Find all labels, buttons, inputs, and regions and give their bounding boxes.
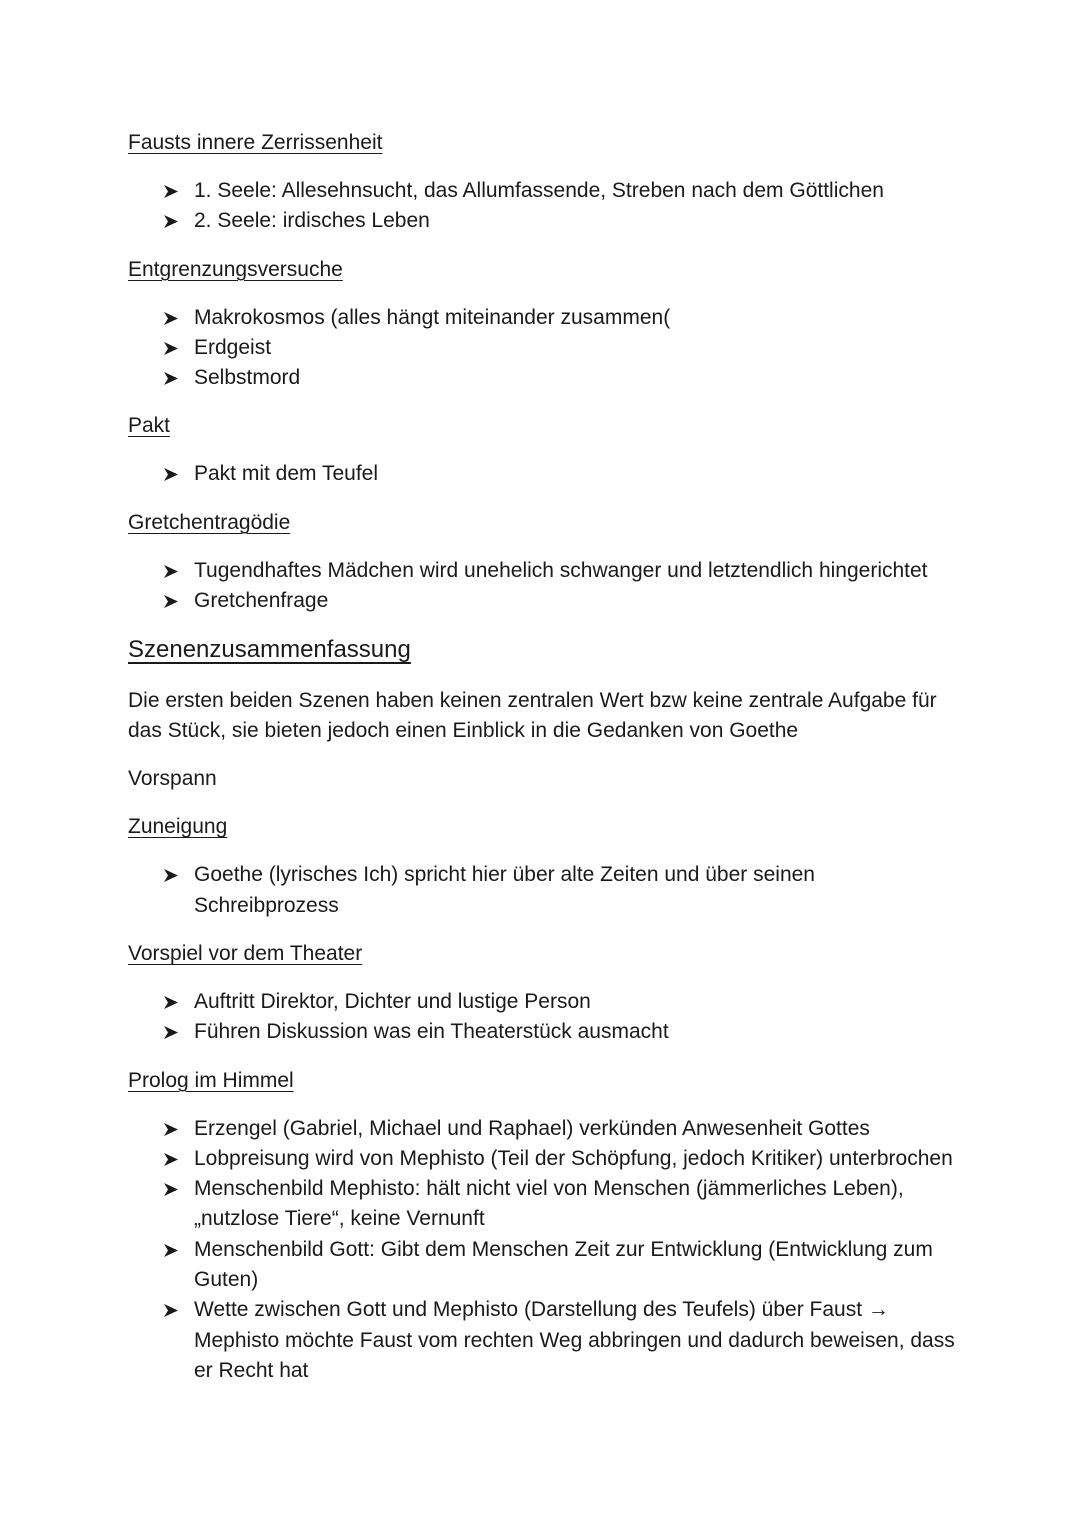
list-item <box>164 1174 958 1235</box>
arrowhead-bullet-icon <box>164 996 178 1009</box>
intro-paragraph: Die ersten beiden Szenen haben keinen zentralen Wert bzw keine zentrale Aufgabe für das Stück, sie bieten jedoch einen Einblick in die Gedanken von Goethe <box>128 689 937 743</box>
list-item <box>164 1017 958 1047</box>
list-item <box>164 586 958 616</box>
bullet-list <box>128 303 958 394</box>
list-item-text: Erdgeist <box>194 335 272 359</box>
arrowhead-bullet-icon <box>164 1304 178 1317</box>
list-item <box>164 363 958 393</box>
list-item-text: Auftritt Direktor, Dichter und lustige Person <box>194 989 591 1013</box>
list-item-text: Pakt mit dem Teufel <box>194 462 379 486</box>
arrowhead-bullet-icon <box>164 215 178 228</box>
section-heading-gretchentragoedie: Gretchentragödie <box>128 510 291 534</box>
list-item-text: Erzengel (Gabriel, Michael und Raphael) verkünden Anwesenheit Gottes <box>194 1116 870 1140</box>
bullet-list <box>128 1114 958 1387</box>
list-item <box>164 206 958 236</box>
document-page <box>128 128 958 1386</box>
arrowhead-bullet-icon <box>164 1026 178 1039</box>
list-item-text: 2. Seele: irdisches Leben <box>194 209 430 233</box>
arrowhead-bullet-icon <box>164 869 178 882</box>
list-item <box>164 1235 958 1296</box>
arrowhead-bullet-icon <box>164 468 178 481</box>
list-item-text: Gretchenfrage <box>194 589 329 613</box>
bullet-list <box>128 459 958 489</box>
section-heading-zuneigung: Zuneigung <box>128 815 228 839</box>
bullet-list <box>128 987 958 1048</box>
list-item-text: 1. Seele: Allesehnsucht, das Allumfassende, Streben nach dem Göttlichen <box>194 179 884 202</box>
page-title: Szenenzusammenfassung <box>128 636 411 664</box>
list-item-text: Menschenbild Gott: Gibt dem Menschen Zeit zur Entwicklung (Entwicklung zum Guten) <box>194 1237 933 1292</box>
arrowhead-bullet-icon <box>164 312 178 325</box>
list-item <box>164 1144 958 1174</box>
arrowhead-bullet-icon <box>164 1183 178 1196</box>
list-item <box>164 1295 958 1386</box>
arrowhead-bullet-icon <box>164 372 178 385</box>
list-item <box>164 1114 958 1144</box>
section-heading-vorspiel: Vorspiel vor dem Theater <box>128 941 363 965</box>
list-item <box>164 303 958 333</box>
list-item-text: Selbstmord <box>194 366 301 390</box>
arrowhead-bullet-icon <box>164 342 178 355</box>
list-item-text: Wette zwischen Gott und Mephisto (Darstellung des Teufels) über Faust → Mephisto möchte Faust vom rechten Weg abbringen und dadurch beweisen, dass er Recht hat <box>194 1298 955 1382</box>
section-heading-prolog: Prolog im Himmel <box>128 1068 294 1092</box>
section-heading-pakt: Pakt <box>128 414 171 438</box>
bullet-list <box>128 556 958 617</box>
list-item <box>164 556 958 586</box>
bullet-list <box>128 176 958 237</box>
list-item <box>164 459 958 489</box>
list-item-text: Führen Diskussion was ein Theaterstück ausmacht <box>194 1020 669 1044</box>
list-item-text: Makrokosmos (alles hängt miteinander zusammen( <box>194 305 671 329</box>
list-item <box>164 860 958 921</box>
section-heading-entgrenzungsversuche: Entgrenzungsversuche <box>128 257 343 281</box>
arrowhead-bullet-icon <box>164 1244 178 1257</box>
list-item-text: Menschenbild Mephisto: hält nicht viel von Menschen (jämmerliches Leben), „nutzlose Tiere“, keine Vernunft <box>194 1177 904 1231</box>
arrowhead-bullet-icon <box>164 1123 178 1136</box>
list-item <box>164 176 958 206</box>
section-label-vorspann: Vorspann <box>128 767 217 791</box>
list-item-text: Lobpreisung wird von Mephisto (Teil der Schöpfung, jedoch Kritiker) unterbrochen <box>194 1146 953 1170</box>
arrowhead-bullet-icon <box>164 565 178 578</box>
list-item <box>164 987 958 1017</box>
bullet-list <box>128 860 958 921</box>
section-heading-fausts-innere-zerrissenheit: Fausts innere Zerrissenheit <box>128 131 383 154</box>
arrowhead-bullet-icon <box>164 595 178 608</box>
arrowhead-bullet-icon <box>164 185 178 198</box>
list-item <box>164 333 958 363</box>
list-item-text: Tugendhaftes Mädchen wird unehelich schwanger und letztendlich hingerichtet <box>194 558 928 582</box>
arrowhead-bullet-icon <box>164 1153 178 1166</box>
list-item-text: Goethe (lyrisches Ich) spricht hier über alte Zeiten und über seinen Schreibprozess <box>194 863 815 917</box>
